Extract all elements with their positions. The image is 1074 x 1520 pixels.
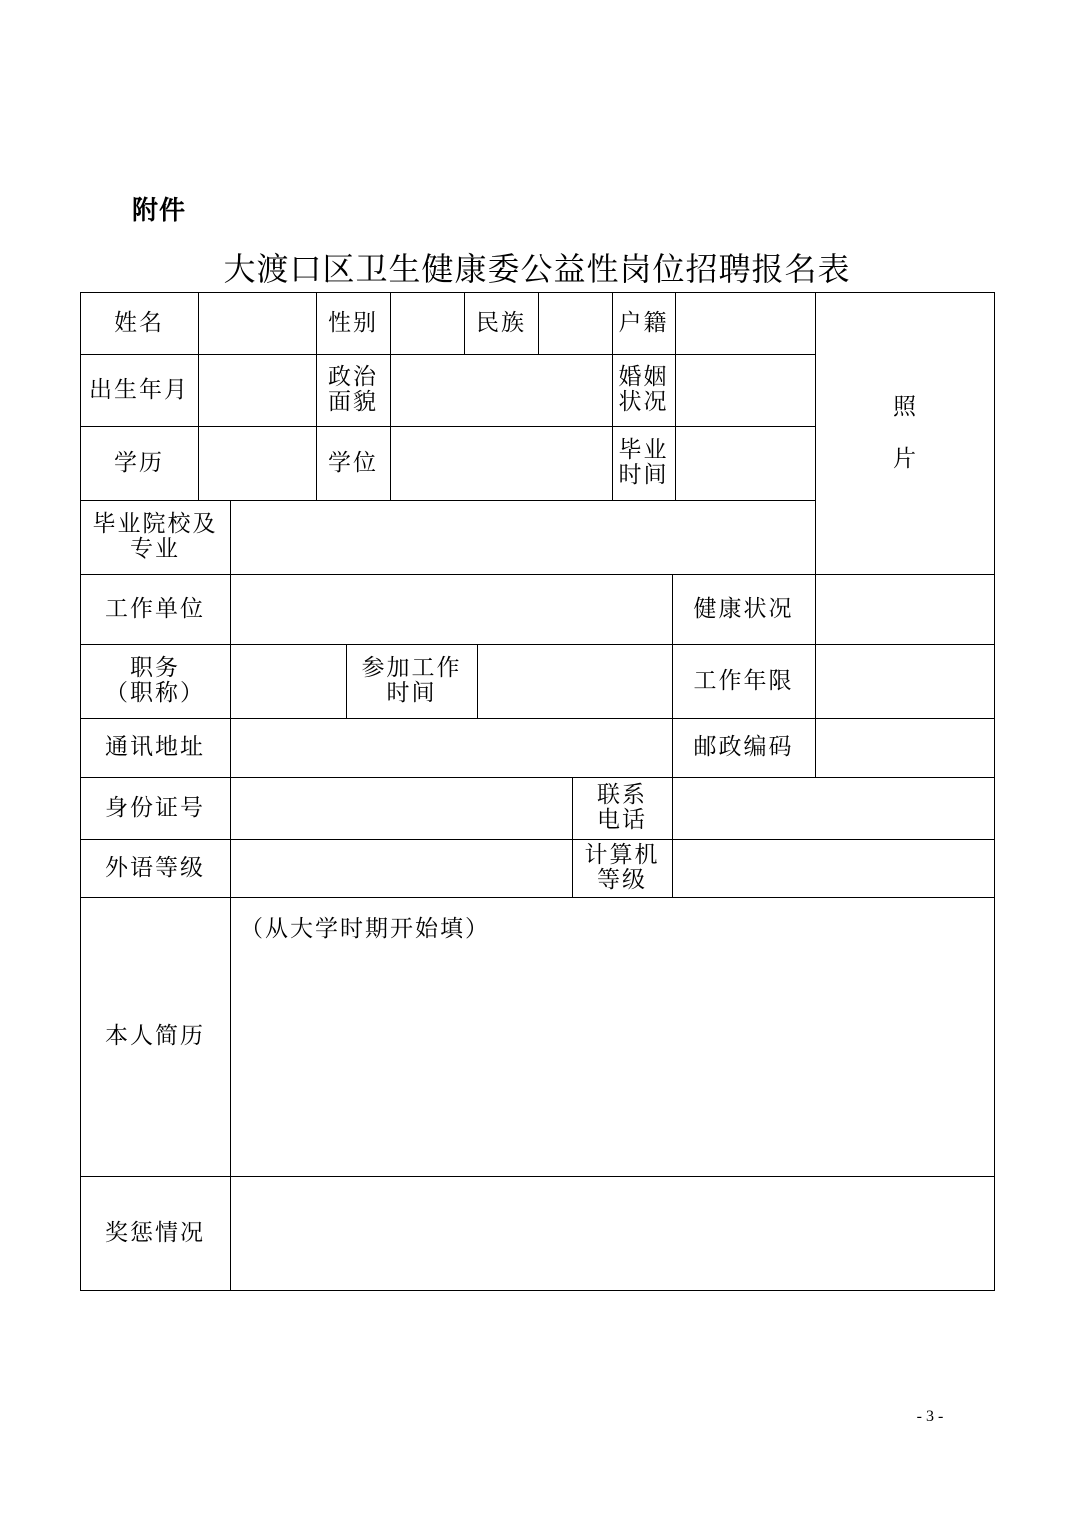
field-political-status[interactable] xyxy=(390,354,612,426)
field-household-registration[interactable] xyxy=(675,292,815,354)
field-health-status[interactable] xyxy=(815,574,994,644)
label-address: 通讯地址 xyxy=(105,734,205,760)
label-school-major: 毕业院校及 专业 xyxy=(92,511,218,562)
row-divider xyxy=(80,1290,995,1291)
label-postal-code: 邮政编码 xyxy=(693,734,794,760)
label-ethnicity: 民族 xyxy=(476,309,526,336)
label-gender: 性别 xyxy=(328,309,378,336)
annex-label: 附件 xyxy=(132,196,187,226)
label-graduation-time: 毕业 时间 xyxy=(618,437,669,488)
field-name[interactable] xyxy=(198,292,316,354)
column-divider xyxy=(994,292,995,1291)
label-household-registration: 户籍 xyxy=(618,309,669,336)
label-years-of-work: 工作年限 xyxy=(693,667,794,694)
label-rewards-punishments: 奖惩情况 xyxy=(105,1219,205,1246)
field-school-major[interactable] xyxy=(230,500,815,574)
field-address[interactable] xyxy=(230,718,672,777)
label-work-start-time: 参加工作 时间 xyxy=(361,655,462,706)
label-phone: 联系 电话 xyxy=(597,782,647,833)
field-phone[interactable] xyxy=(672,777,994,839)
field-rewards-punishments[interactable] xyxy=(230,1176,994,1290)
field-resume[interactable]: （从大学时期开始填） xyxy=(240,916,490,942)
label-education: 学历 xyxy=(114,449,164,476)
label-political-status: 政治 面貌 xyxy=(328,364,378,415)
label-foreign-language-level: 外语等级 xyxy=(105,854,205,881)
field-education[interactable] xyxy=(198,426,316,500)
field-employer[interactable] xyxy=(230,574,672,644)
field-birth-date[interactable] xyxy=(198,354,316,426)
field-id-number[interactable] xyxy=(230,777,572,839)
field-postal-code[interactable] xyxy=(815,718,994,777)
field-degree[interactable] xyxy=(390,426,612,500)
field-gender[interactable] xyxy=(390,292,464,354)
label-resume: 本人简历 xyxy=(105,1023,205,1049)
field-position-title[interactable] xyxy=(230,644,346,718)
label-birth-date: 出生年月 xyxy=(89,376,189,403)
label-employer: 工作单位 xyxy=(105,595,205,622)
field-ethnicity[interactable] xyxy=(538,292,612,354)
field-work-start-time[interactable] xyxy=(477,644,672,718)
field-computer-level[interactable] xyxy=(672,839,994,897)
label-marital-status: 婚姻 状况 xyxy=(618,364,669,415)
photo-placeholder[interactable]: 照 片 xyxy=(893,394,916,472)
field-foreign-language-level[interactable] xyxy=(230,839,572,897)
form-title: 大渡口区卫生健康委公益性岗位招聘报名表 xyxy=(223,250,851,288)
page-number: - 3 - xyxy=(916,1408,944,1425)
field-years-of-work[interactable] xyxy=(815,644,994,718)
label-computer-level: 计算机 等级 xyxy=(584,842,660,893)
label-degree: 学位 xyxy=(328,449,378,476)
label-health-status: 健康状况 xyxy=(693,595,794,622)
label-id-number: 身份证号 xyxy=(105,794,205,821)
label-name: 姓名 xyxy=(114,309,164,336)
field-graduation-time[interactable] xyxy=(675,426,815,500)
label-position-title: 职务 （职称） xyxy=(105,655,205,706)
registration-form-table xyxy=(80,292,995,1291)
field-marital-status[interactable] xyxy=(675,354,815,426)
